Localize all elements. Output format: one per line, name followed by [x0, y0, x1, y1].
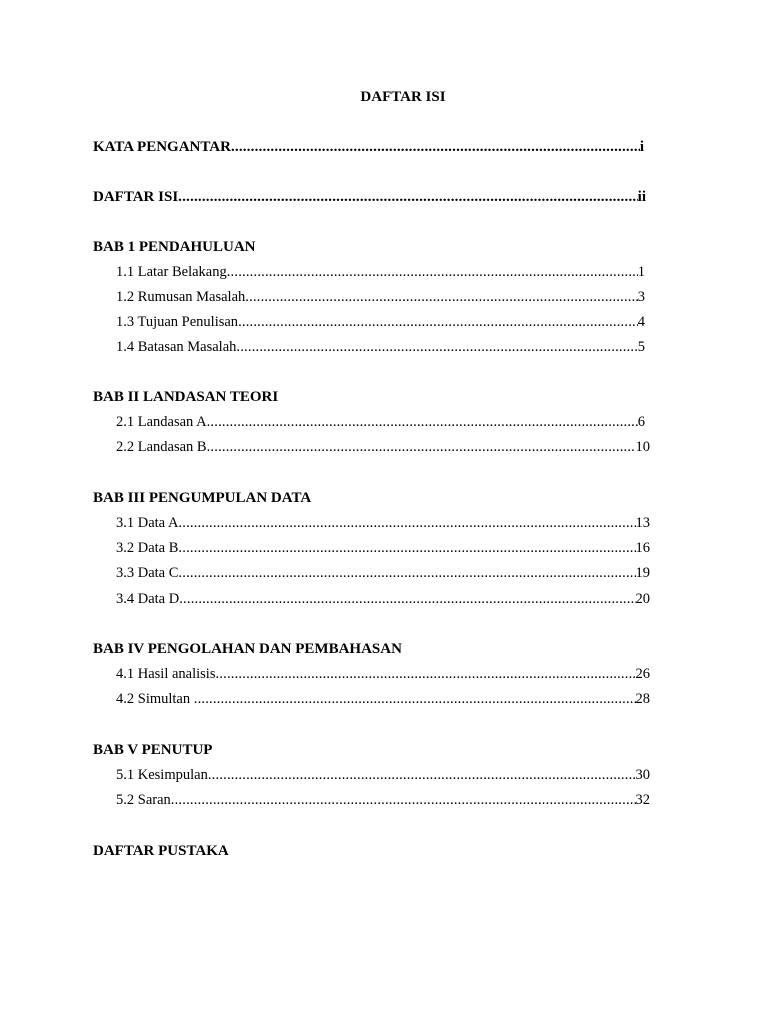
dot-leader	[179, 590, 635, 608]
toc-entry-page: 19	[635, 565, 650, 581]
toc-entry-label: KATA PENGANTAR	[93, 139, 231, 155]
toc-entry-page: 20	[635, 591, 650, 607]
dot-leader	[245, 288, 637, 306]
toc-entry-page: 5	[637, 339, 645, 355]
toc-entry	[116, 564, 650, 582]
dot-leader	[208, 766, 636, 784]
toc-entry-label: 1.2 Rumusan Masalah	[116, 289, 246, 305]
dot-leader	[231, 138, 640, 156]
toc-entry-label: DAFTAR ISI	[93, 189, 179, 205]
toc-entry-label: 4.2 Simultan	[116, 691, 194, 707]
dot-leader	[178, 564, 635, 582]
toc-entry-label: 3.4 Data D	[116, 591, 180, 607]
toc-entry-label: 5.2 Saran	[116, 792, 171, 808]
dot-leader	[238, 313, 638, 331]
chapter-heading: BAB III PENGUMPULAN DATA	[93, 490, 312, 506]
toc-entry	[116, 413, 645, 431]
toc-entry-page: 10	[635, 439, 650, 455]
toc-entry-label: 2.1 Landasan A	[116, 414, 207, 430]
toc-entry	[116, 288, 645, 306]
toc-entry	[116, 590, 650, 608]
toc-entry-page: i	[639, 139, 644, 155]
toc-entry-page: 16	[635, 540, 650, 556]
toc-entry-page: 1	[637, 264, 645, 280]
toc-entry-label: 3.2 Data B	[116, 540, 179, 556]
dot-leader	[171, 791, 636, 809]
toc-entry-label: 3.3 Data C	[116, 565, 179, 581]
daftar-pustaka-heading: DAFTAR PUSTAKA	[93, 843, 229, 859]
dot-leader	[236, 338, 637, 356]
toc-entry-page: 6	[637, 414, 645, 430]
chapter-heading: BAB V PENUTUP	[93, 742, 213, 758]
dot-leader	[207, 438, 636, 456]
chapter-heading: BAB II LANDASAN TEORI	[93, 389, 279, 405]
dot-leader	[215, 665, 635, 683]
toc-entry-label: 1.4 Batasan Masalah	[116, 339, 237, 355]
toc-entry-page: ii	[637, 189, 646, 205]
toc-entry-page: 30	[635, 767, 650, 783]
toc-entry	[116, 690, 650, 708]
dot-leader	[178, 514, 635, 532]
dot-leader	[194, 690, 636, 708]
chapter-heading: BAB IV PENGOLAHAN DAN PEMBAHASAN	[93, 641, 402, 657]
toc-entry-label: 1.3 Tujuan Penulisan	[116, 314, 239, 330]
toc-entry-label: 4.1 Hasil analisis	[116, 666, 216, 682]
toc-entry-page: 32	[635, 792, 650, 808]
toc-entry-page: 13	[635, 515, 650, 531]
toc-entry	[116, 313, 645, 331]
toc-entry	[116, 665, 650, 683]
toc-entry-page: 4	[637, 314, 645, 330]
toc-entry-daftar-isi	[93, 188, 646, 206]
dot-leader	[207, 413, 638, 431]
toc-entry-label: 1.1 Latar Belakang	[116, 264, 227, 280]
toc-entry-page: 26	[635, 666, 650, 682]
dot-leader	[178, 539, 635, 557]
dot-leader	[178, 188, 638, 206]
toc-entry	[116, 263, 645, 281]
toc-entry	[116, 791, 650, 809]
toc-entry-kata-pengantar	[93, 138, 644, 156]
page-title: DAFTAR ISI	[360, 89, 446, 105]
toc-entry	[116, 539, 650, 557]
dot-leader	[227, 263, 638, 281]
toc-entry-label: 3.1 Data A	[116, 515, 179, 531]
toc-entry	[116, 438, 650, 456]
toc-entry	[116, 514, 650, 532]
toc-entry-label: 2.2 Landasan B	[116, 439, 207, 455]
toc-entry	[116, 766, 650, 784]
toc-entry-page: 28	[635, 691, 650, 707]
toc-entry-page: 3	[637, 289, 645, 305]
toc-entry	[116, 338, 645, 356]
chapter-heading: BAB 1 PENDAHULUAN	[93, 239, 256, 255]
toc-entry-label: 5.1 Kesimpulan	[116, 767, 208, 783]
